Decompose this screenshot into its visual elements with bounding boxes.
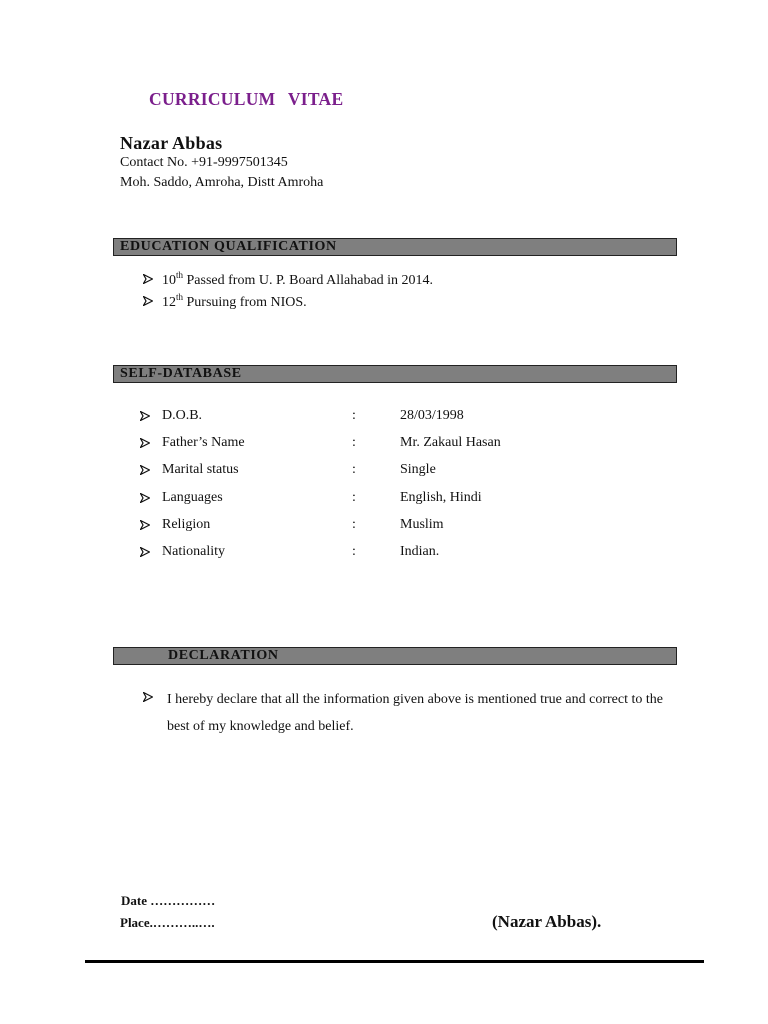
- candidate-name: Nazar Abbas: [120, 133, 223, 153]
- arrowhead-bullet-icon: [140, 493, 150, 503]
- arrowhead-bullet-icon: [140, 465, 150, 475]
- declaration-heading: DECLARATION: [113, 647, 677, 665]
- education-item-number: 10: [162, 273, 176, 288]
- field-label-religion: Religion: [162, 517, 211, 532]
- field-label-nationality: Nationality: [162, 544, 225, 559]
- education-item-number: 12: [162, 295, 176, 310]
- footer-rule: [85, 960, 704, 963]
- field-value-dob: 28/03/1998: [400, 408, 464, 423]
- field-separator: :: [352, 435, 356, 450]
- field-separator: :: [352, 517, 356, 532]
- arrowhead-bullet-icon: [143, 692, 153, 702]
- field-label-dob: D.O.B.: [162, 408, 203, 423]
- declaration-text: I hereby declare that all the information given above is mentioned true and correct to the best of my knowledge and belief.: [167, 692, 663, 734]
- self-database-heading: SELF-DATABASE: [113, 365, 677, 383]
- self-database-row: [140, 462, 680, 482]
- education-item-text: Pursuing from NIOS.: [183, 295, 307, 310]
- field-separator: :: [352, 462, 356, 477]
- education-heading: EDUCATION QUALIFICATION: [113, 238, 677, 256]
- arrowhead-bullet-icon: [143, 296, 153, 306]
- arrowhead-bullet-icon: [140, 411, 150, 421]
- education-item: [143, 292, 307, 311]
- field-separator: :: [352, 408, 356, 423]
- field-label-marital-status: Marital status: [162, 462, 239, 477]
- self-database-row: [140, 544, 680, 564]
- education-item-suffix: th: [176, 270, 184, 280]
- place-label: Place.………..….: [120, 915, 215, 930]
- field-value-marital-status: Single: [400, 462, 436, 477]
- field-value-nationality: Indian.: [400, 544, 440, 559]
- contact-number: Contact No. +91-9997501345: [120, 155, 288, 170]
- self-database-row: [140, 490, 680, 510]
- date-label: Date ……………: [121, 893, 216, 908]
- declaration-statement: [143, 686, 663, 740]
- signature-name: (Nazar Abbas).: [492, 912, 602, 931]
- field-separator: :: [352, 544, 356, 559]
- field-value-father-name: Mr. Zakaul Hasan: [400, 435, 501, 450]
- address: Moh. Saddo, Amroha, Distt Amroha: [120, 175, 324, 190]
- arrowhead-bullet-icon: [140, 438, 150, 448]
- self-database-row: [140, 517, 680, 537]
- arrowhead-bullet-icon: [140, 547, 150, 557]
- self-database-row: [140, 435, 680, 455]
- education-item: [143, 270, 434, 289]
- arrowhead-bullet-icon: [143, 274, 153, 284]
- field-label-languages: Languages: [162, 490, 223, 505]
- arrowhead-bullet-icon: [140, 520, 150, 530]
- education-item-text: Passed from U. P. Board Allahabad in 2014.: [183, 273, 434, 288]
- education-item-suffix: th: [176, 292, 184, 302]
- self-database-row: [140, 408, 680, 428]
- field-value-languages: English, Hindi: [400, 490, 482, 505]
- document-title: CURRICULUM VITAE: [149, 89, 344, 109]
- field-label-father-name: Father’s Name: [162, 435, 245, 450]
- field-separator: :: [352, 490, 356, 505]
- field-value-religion: Muslim: [400, 517, 444, 532]
